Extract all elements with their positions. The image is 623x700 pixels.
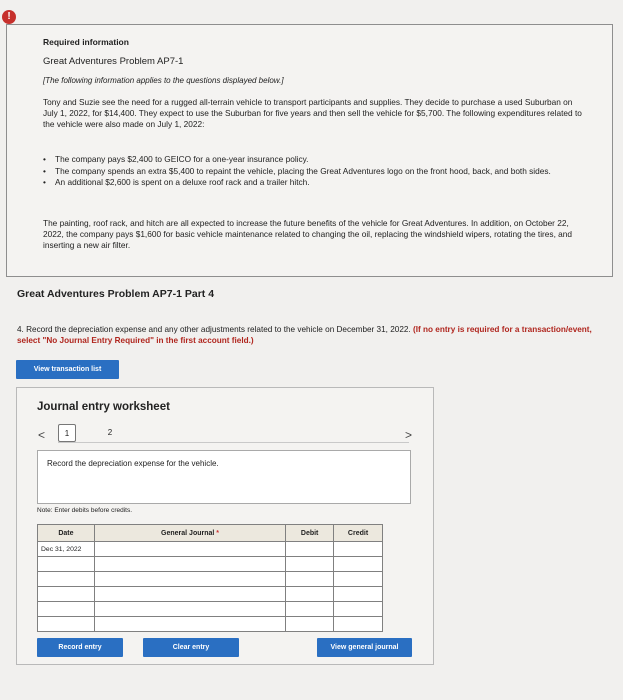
table-row [38, 602, 383, 617]
date-cell [38, 572, 95, 587]
problem-name: Great Adventures Problem AP7-1 [43, 56, 184, 67]
column-header-general-journal: General Journal * [94, 525, 285, 542]
view-transaction-list-button[interactable]: View transaction list [16, 360, 119, 379]
column-header-debit: Debit [286, 525, 334, 542]
worksheet-title: Journal entry worksheet [37, 401, 170, 413]
debit-field[interactable] [286, 557, 334, 572]
question-main: 4. Record the depreciation expense and any other adjustments related to the vehicle on December 31, 2022. [17, 325, 411, 334]
note-text: Note: Enter debits before credits. [37, 507, 133, 514]
expenditure-list [43, 154, 583, 189]
credit-field[interactable] [334, 587, 383, 602]
view-general-journal-button[interactable]: View general journal [317, 638, 412, 657]
debit-field[interactable] [286, 572, 334, 587]
date-cell [38, 617, 95, 632]
question-instruction: (If no entry is required for a transaction/event, select "No Journal Entry Required" in the first account field.) [17, 325, 592, 345]
expenditure-item: • The company pays $2,400 to GEICO for a one-year insurance policy. [43, 154, 583, 165]
account-field[interactable] [94, 542, 285, 557]
account-field[interactable] [94, 587, 285, 602]
scenario-paragraph-2: The painting, roof rack, and hitch are all expected to increase the future benefits of the vehicle for Great Adventures. In addition, on October 22, 2022, the company pays $1,600 for basic vehicle maintenance related to changing the oil, replacing the windshield wipers, rotating the tires, and inserting a new air filter. [43, 218, 573, 250]
column-header-credit: Credit [334, 525, 383, 542]
account-field[interactable] [94, 572, 285, 587]
debit-field[interactable] [286, 617, 334, 632]
date-cell: Dec 31, 2022 [38, 542, 95, 557]
credit-field[interactable] [334, 557, 383, 572]
instruction-box [37, 450, 411, 504]
clear-entry-button[interactable]: Clear entry [143, 638, 239, 657]
previous-page-icon[interactable]: < [38, 428, 46, 442]
scenario-paragraph: Tony and Suzie see the need for a rugged all-terrain vehicle to transport participants and supplies. They decide to purchase a used Suburban on July 1, 2022, for $14,400. They expect to use the Suburban for five years and then sell the vehicle for $5,700. The following expenditures related to the vehicle were also made on July 1, 2022: [43, 97, 582, 129]
question-text [17, 324, 607, 346]
alert-icon: ! [2, 10, 16, 24]
journal-table [37, 524, 383, 632]
tab-divider [58, 442, 409, 443]
page-tab-2[interactable]: 2 [107, 428, 113, 437]
account-field[interactable] [94, 557, 285, 572]
credit-field[interactable] [334, 602, 383, 617]
table-row [38, 542, 383, 557]
part-title: Great Adventures Problem AP7-1 Part 4 [17, 288, 215, 300]
instruction-text: Record the depreciation expense for the vehicle. [47, 459, 219, 468]
debit-field[interactable] [286, 542, 334, 557]
account-field[interactable] [94, 602, 285, 617]
column-header-date: Date [38, 525, 95, 542]
page-tab-1[interactable]: 1 [58, 424, 76, 442]
table-row [38, 557, 383, 572]
record-entry-button[interactable]: Record entry [37, 638, 123, 657]
next-page-icon[interactable]: > [405, 428, 413, 442]
date-cell [38, 557, 95, 572]
table-row [38, 617, 383, 632]
table-row [38, 587, 383, 602]
debit-field[interactable] [286, 602, 334, 617]
debit-field[interactable] [286, 587, 334, 602]
credit-field[interactable] [334, 542, 383, 557]
expenditure-item: • The company spends an extra $5,400 to repaint the vehicle, placing the Great Adventures logo on the front hood, back, and both sides. [43, 166, 583, 177]
credit-field[interactable] [334, 572, 383, 587]
applies-note: [The following information applies to the questions displayed below.] [43, 76, 284, 85]
account-field[interactable] [94, 617, 285, 632]
table-row [38, 572, 383, 587]
required-info-heading: Required information [43, 37, 129, 47]
expenditure-item: • An additional $2,600 is spent on a deluxe roof rack and a trailer hitch. [43, 177, 583, 188]
credit-field[interactable] [334, 617, 383, 632]
date-cell [38, 602, 95, 617]
date-cell [38, 587, 95, 602]
